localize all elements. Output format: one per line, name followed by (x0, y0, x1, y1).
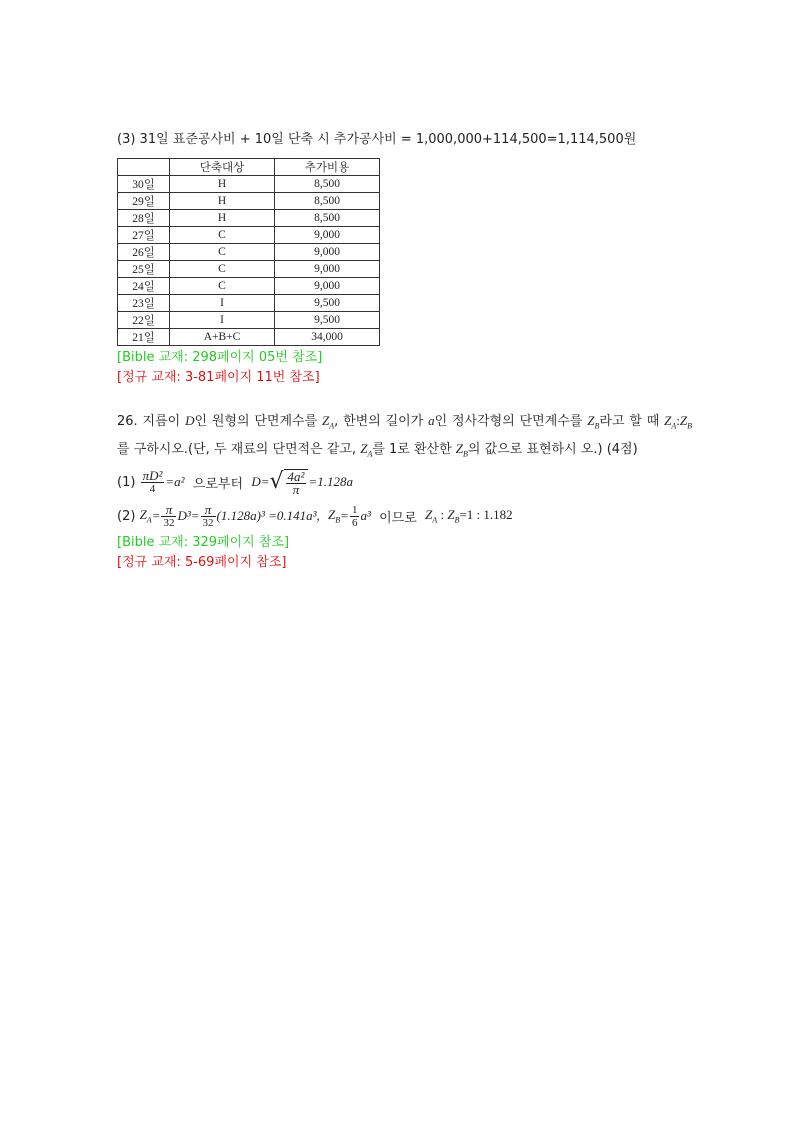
table-row (118, 329, 380, 346)
square-root: √ $\frac{\text{4a²}}{\pi}$ (269, 469, 308, 496)
table-cell: I (170, 295, 275, 312)
table-cell: 30일 (118, 176, 170, 193)
answer-1 (117, 465, 692, 499)
document-page (117, 130, 692, 573)
table-cell: 34,000 (275, 329, 380, 346)
fraction-pi-over-32: $\frac{\pi}{32}$ (163, 501, 175, 529)
equation-part: a³ (360, 508, 371, 524)
question-text: 인 원형의 단면계수를 (194, 414, 318, 429)
table-cell: A+B+C (170, 329, 275, 346)
answer-text: 이므로 (379, 510, 417, 526)
fraction-pi-d2-over-4: $\frac{\text{πD²}}{4}$ (142, 467, 163, 495)
table-cell: 8,500 (275, 210, 380, 227)
answer-label: (1) (117, 474, 136, 490)
table-cell: H (170, 193, 275, 210)
answer-label: (2) (117, 508, 136, 524)
question-text: 지름이 (142, 414, 181, 429)
question-text: 인 정사각형의 단면계수를 (434, 414, 583, 429)
fraction-1-over-6: $\frac{1}{6}$ (351, 503, 358, 529)
equation-part: D= (251, 474, 270, 490)
table-cell: 8,500 (275, 176, 380, 193)
table-row (118, 244, 380, 261)
bible-reference: [Bible 교재: 329페이지 참조] (117, 535, 290, 551)
table-cell: C (170, 244, 275, 261)
var-za: $Z_A$ (360, 440, 373, 459)
section3-heading: (3) 31일 표준공사비 + 10일 단축 시 추가공사비 = 1,000,000+114,500=1,114,500원 (117, 132, 637, 147)
equation-part: (1.128a)³ =0.141a³, (216, 508, 320, 524)
table-header-cell: 추가비용 (275, 159, 380, 176)
table-cell: 24일 (118, 278, 170, 295)
question-text: 를 구하시오.(단, 두 재료의 단면적은 같고, (117, 441, 357, 457)
table-row (118, 176, 380, 193)
fraction-pi-over-32: $\frac{\pi}{32}$ (202, 501, 214, 529)
table-cell: 26일 (118, 244, 170, 261)
table-body (118, 176, 380, 346)
table-cell: C (170, 278, 275, 295)
table-cell: H (170, 210, 275, 227)
question-text: 때 (646, 414, 660, 429)
table-cell: 27일 (118, 227, 170, 244)
table-header-cell (118, 159, 170, 176)
equation-part: =a² (165, 474, 185, 490)
question-text: 의 값으로 표현하시 (467, 441, 577, 457)
table-row (118, 295, 380, 312)
table-cell: C (170, 227, 275, 244)
var-d: D (185, 413, 195, 428)
ratio-result: $Z_A$ : $Z_B=1$ : 1.182 (425, 507, 513, 525)
table-cell: 9,000 (275, 227, 380, 244)
table-cell: 9,500 (275, 295, 380, 312)
equation-part: D³= (177, 508, 200, 524)
var-za: $Z_A$ (321, 413, 335, 431)
var-zb: $Z_B$ (455, 440, 468, 459)
table-row (118, 193, 380, 210)
regular-reference: [정규 교재: 5-69페이지 참조] (117, 555, 287, 571)
table-cell: 9,000 (275, 278, 380, 295)
question-text: 라고 할 (599, 414, 642, 429)
table-cell: 8,500 (275, 193, 380, 210)
question-text: , 한변의 길이가 (334, 414, 424, 429)
table-cell: 28일 (118, 210, 170, 227)
question-26 (117, 410, 692, 465)
answer-text: 으로부터 (192, 476, 244, 492)
bible-reference: [Bible 교재: 298페이지 05번 참조] (117, 350, 323, 365)
table-row (118, 278, 380, 295)
table-cell: 25일 (118, 261, 170, 278)
table-cell: 29일 (118, 193, 170, 210)
answer-2 (117, 499, 692, 533)
table-header-cell: 단축대상 (170, 159, 275, 176)
question-number: 26. (117, 414, 138, 429)
equation-part: = (151, 508, 161, 524)
var-za: $Z_A$ (139, 507, 152, 525)
equation-result: =1.128a (308, 474, 353, 490)
table-cell: 22일 (118, 312, 170, 329)
table-row (118, 312, 380, 329)
table-cell: I (170, 312, 275, 329)
table-cell: 23일 (118, 295, 170, 312)
table-cell: 21일 (118, 329, 170, 346)
table-row (118, 261, 380, 278)
table-row (118, 227, 380, 244)
var-zb: $Z_B$ (587, 413, 600, 431)
var-a: a (428, 413, 435, 428)
var-zb: $Z_B$ (328, 507, 341, 525)
equation-part: = (340, 508, 349, 524)
table-cell: 9,000 (275, 261, 380, 278)
table-header-row (118, 159, 380, 176)
question-text: 오.) (4점) (580, 441, 638, 457)
shortening-cost-table (117, 158, 380, 346)
regular-reference: [정규 교재: 3-81페이지 11번 참조] (117, 370, 320, 385)
table-cell: 9,500 (275, 312, 380, 329)
ratio-za-zb: $Z_A:Z_B$ (664, 413, 693, 431)
question-text: 를 1로 환산한 (372, 441, 452, 457)
table-cell: 9,000 (275, 244, 380, 261)
table-cell: H (170, 176, 275, 193)
table-row (118, 210, 380, 227)
table-cell: C (170, 261, 275, 278)
